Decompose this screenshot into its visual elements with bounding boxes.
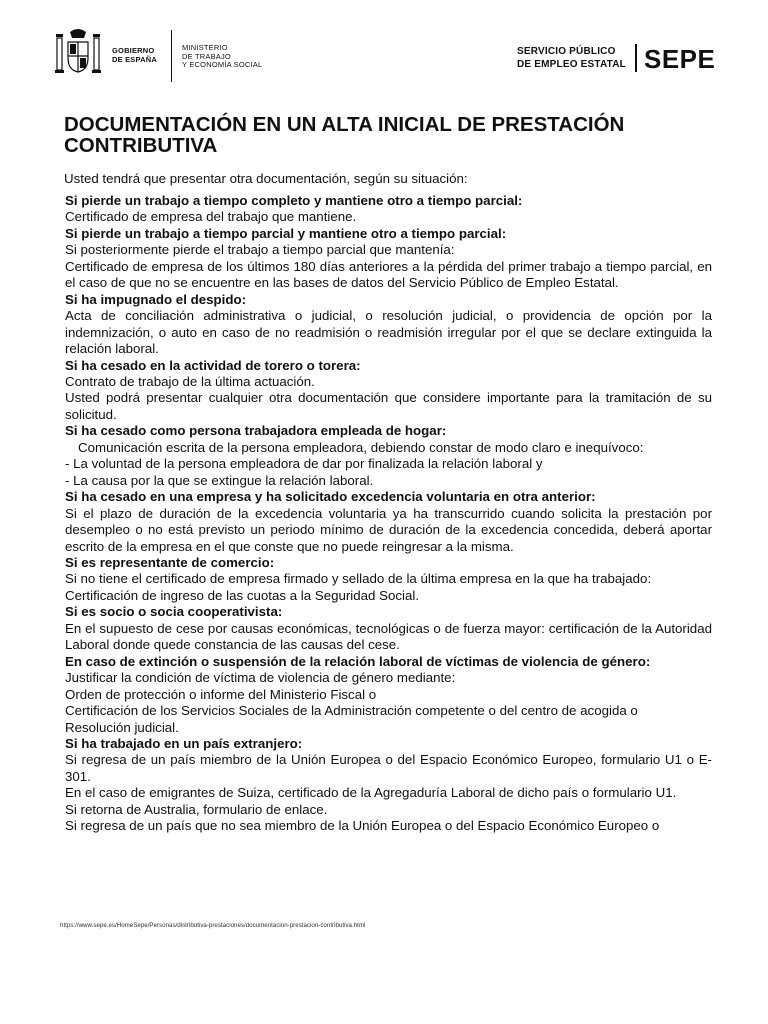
section-paragraph: Certificado de empresa de los últimos 180 días anteriores a la pérdida del primer trabajo a tiempo parcial, en el caso de que no se encuentre en las bases de datos del Servicio Público de Empleo Estatal. <box>65 258 712 291</box>
section-paragraph: Resolución judicial. <box>65 719 179 735</box>
section-paragraph: Certificación de los Servicios Sociales de la Administración competente o del centro de acogida o <box>65 703 638 719</box>
intro-text: Usted tendrá que presentar otra documentación, según su situación: <box>64 171 468 186</box>
section-paragraph: Orden de protección o informe del Ministerio Fiscal o <box>65 686 377 702</box>
servicio-publico-label: SERVICIO PÚBLICO DE EMPLEO ESTATAL <box>517 46 626 70</box>
section-paragraph: Certificación de ingreso de las cuotas a la Seguridad Social. <box>65 587 420 603</box>
section-heading: Si ha impugnado el despido: <box>65 291 246 307</box>
footer-url: https://www.sepe.es/HomeSepe/Personas/distributiva-prestaciones/documentacion-prestacion-contributiva.html <box>60 922 366 929</box>
section-paragraph: En el supuesto de cese por causas económicas, tecnológicas o de fuerza mayor: certificación de la Autoridad Laboral donde quede constancia de las causas del cese. <box>65 620 712 653</box>
section-heading: Si es socio o socia cooperativista: <box>65 604 283 620</box>
section-heading: En caso de extinción o suspensión de la relación laboral de víctimas de violencia de género: <box>65 653 651 669</box>
section-paragraph: Certificado de empresa del trabajo que mantiene. <box>65 209 357 225</box>
section-heading: Si pierde un trabajo a tiempo parcial y mantiene otro a tiempo parcial: <box>65 225 507 241</box>
section-heading: Si ha trabajado en un país extranjero: <box>65 735 303 751</box>
document-body <box>65 193 712 835</box>
section-heading: Si ha cesado en la actividad de torero o torera: <box>65 357 361 373</box>
ministerio-label: MINISTERIO DE TRABAJO Y ECONOMÍA SOCIAL <box>182 43 263 69</box>
section-paragraph: Acta de conciliación administrativa o judicial, o resolución judicial, o providencia de opción por la indemnización, o auto en caso de no readmisión o readmisión irregular por el que se declare extinguida la relación laboral. <box>65 308 712 357</box>
section-paragraph: Comunicación escrita de la persona empleadora, debiendo constar de modo claro e inequívoco: <box>78 439 644 455</box>
section-heading: Si ha cesado en una empresa y ha solicitado excedencia voluntaria en otra anterior: <box>65 489 596 505</box>
coat-of-arms-icon <box>54 28 102 78</box>
page-header <box>54 28 724 84</box>
section-paragraph: Si regresa de un país miembro de la Unión Europea o del Espacio Económico Europeo, formulario U1 o E-301. <box>65 752 712 784</box>
section-paragraph: - La causa por la que se extingue la relación laboral. <box>65 472 374 488</box>
brand-divider <box>635 44 637 72</box>
section-paragraph: En el caso de emigrantes de Suiza, certificado de la Agregaduría Laboral de dicho país o formulario U1. <box>65 785 677 801</box>
section-heading: Si pierde un trabajo a tiempo completo y mantiene otro a tiempo parcial: <box>65 193 523 208</box>
section-paragraph: Justificar la condición de víctima de violencia de género mediante: <box>65 670 456 686</box>
section-heading: Si es representante de comercio: <box>65 554 275 570</box>
section-paragraph: Contrato de trabajo de la última actuación. <box>65 373 315 389</box>
header-divider <box>171 30 172 82</box>
section-heading: Si ha cesado como persona trabajadora empleada de hogar: <box>65 423 447 439</box>
section-paragraph: Si regresa de un país que no sea miembro de la Unión Europea o del Espacio Económico Europeo o <box>65 818 660 834</box>
section-paragraph: Si retorna de Australia, formulario de enlace. <box>65 801 328 817</box>
section-paragraph: Usted podrá presentar cualquier otra documentación que considere importante para la tramitación de su solicitud. <box>65 390 712 422</box>
section-paragraph: Si posteriormente pierde el trabajo a tiempo parcial que mantenía: <box>65 242 455 258</box>
section-paragraph: Si el plazo de duración de la excedencia voluntaria ya ha transcurrido cuando solicita la prestación por desempleo o no está previsto un periodo mínimo de duración de la excedencia concedida, deberá aportar escrito de la empresa en el que conste que no puede reingresar a la misma. <box>65 505 712 554</box>
gobierno-label: GOBIERNO DE ESPAÑA <box>112 46 158 64</box>
sepe-logo: SEPE <box>644 44 716 74</box>
section-paragraph: - La voluntad de la persona empleadora de dar por finalizada la relación laboral y <box>65 456 543 472</box>
page-title: DOCUMENTACIÓN EN UN ALTA INICIAL DE PRESTACIÓN CONTRIBUTIVA <box>64 113 625 157</box>
section-paragraph: Si no tiene el certificado de empresa firmado y sellado de la última empresa en la que ha trabajado: <box>65 571 652 587</box>
